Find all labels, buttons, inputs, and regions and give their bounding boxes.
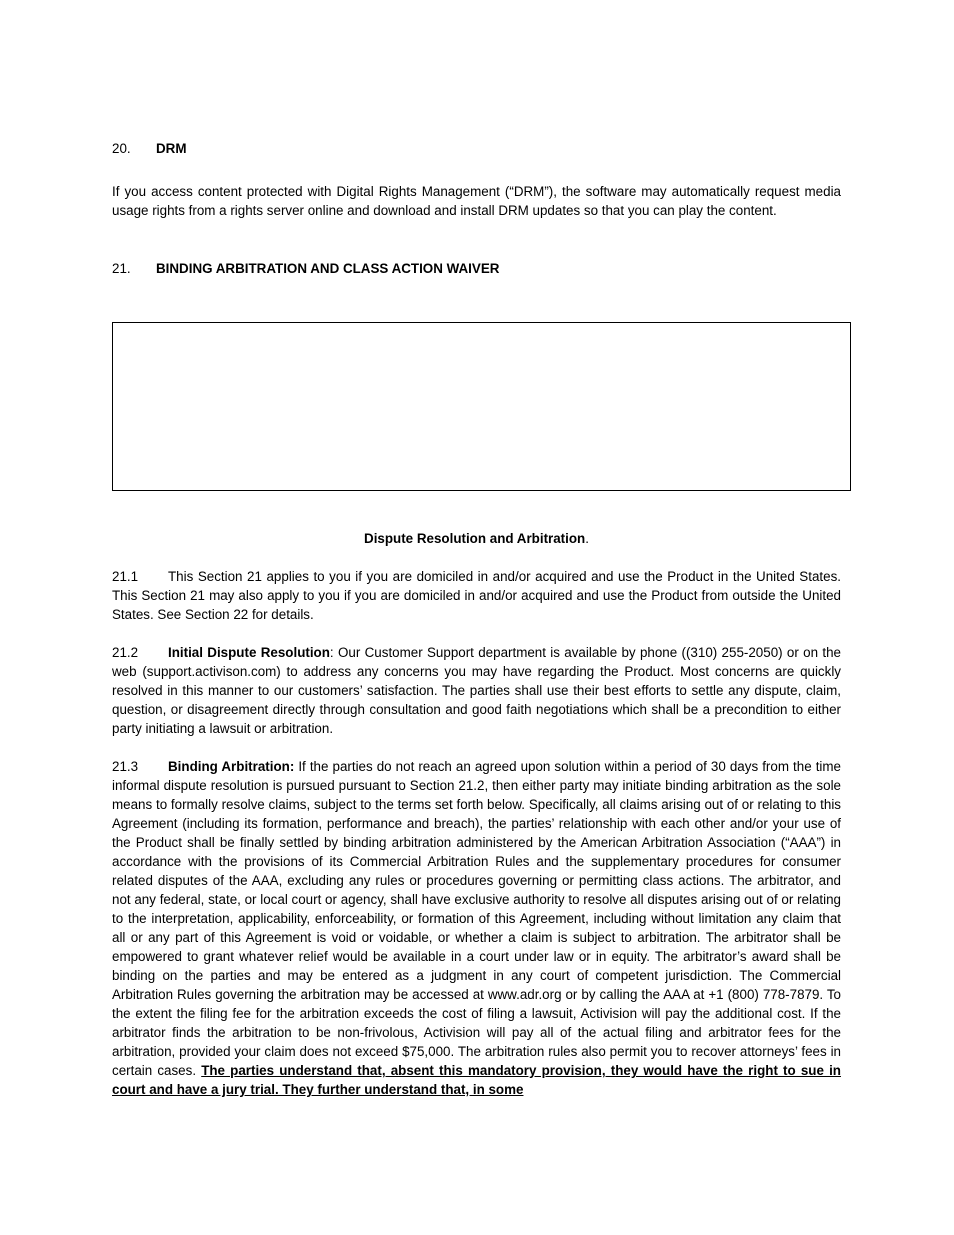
paragraph-text: This Section 21 applies to you if you are domiciled in and/or acquired and use the Product in the United States. This Section 21 may also apply to you if you are domiciled in and/or acquired and use the Product from outside the United States. See Section 22 for details.	[112, 569, 841, 622]
paragraph-text: If the parties do not reach an agreed upon solution within a period of 30 days from the time informal dispute resolution is pursued pursuant to Section 21.2, then either party may initiate binding arbitration as the sole means to formally resolve claims, subject to the terms set forth below. Specifically, all claims arising out of or relating to this Agreement (including its formation, performance and breach), the parties’ relationship with each other and/or your use of the Product shall be finally settled by binding arbitration administered by the American Arbitration Association (“AAA”) in accordance with the provisions of its Commercial Arbitration Rules and the supplementary procedures for consumer related disputes of the AAA, excluding any rules or procedures governing or permitting class actions. The arbitrator, and not any federal, state, or local court or agency, shall have exclusive authority to resolve all disputes arising out of or relating to the interpretation, applicability, enforceability, or formation of this Agreement, including without limitation any claim that all or any part of this Agreement is void or voidable, or whether a claim is subject to arbitration. The arbitrator shall be empowered to grant whatever relief would be available in a court under law or in equity. The arbitrator’s award shall be binding on the parties and may be entered as a judgment in any court of competent jurisdiction. The Commercial Arbitration Rules governing the arbitration may be accessed at www.adr.org or by calling the AAA at +1 (800) 778-7879. To the extent the filing fee for the arbitration exceeds the cost of filing a lawsuit, Activision will pay the additional cost. If the arbitrator finds the arbitration to be non-frivolous, Activision will pay all of the actual filing and arbitrator fees for the arbitration, provided your claim does not exceed $75,000. The arbitration rules also permit you to recover attorneys’ fees in certain cases.	[112, 759, 841, 1078]
paragraph-label: Initial Dispute Resolution	[168, 645, 330, 660]
section-20-heading	[112, 141, 187, 156]
paragraph-number: 21.2	[112, 645, 139, 660]
section-20-body: If you access content protected with Digital Rights Management (“DRM”), the software may automatically request media usage rights from a rights server online and download and install DRM updates so that you can play the content.	[112, 184, 841, 218]
paragraph-number: 21.1	[112, 569, 139, 584]
paragraph-21-1	[112, 567, 841, 624]
dispute-heading-period: .	[585, 531, 589, 546]
paragraph-21-2	[112, 643, 841, 738]
section-number: 20.	[112, 141, 131, 156]
paragraph-21-3	[112, 757, 841, 1099]
paragraph-text: Our Customer Support department is available by phone ((310) 255-2050) or on the web (support.activison.com) to address any concerns you may have regarding the Product. Most concerns are quickly resolved in this manner to our customers’ satisfaction. The parties shall use their best efforts to settle any dispute, claim, question, or disagreement directly through consultation and good faith negotiations which shall be a precondition to either party initiating a lawsuit or arbitration.	[112, 645, 841, 736]
section-title: BINDING ARBITRATION AND CLASS ACTION WAIVER	[156, 261, 500, 276]
paragraph-number: 21.3	[112, 759, 139, 774]
section-number: 21.	[112, 261, 131, 276]
dispute-heading-title: Dispute Resolution and Arbitration	[364, 531, 586, 546]
paragraph-label: Binding Arbitration:	[168, 759, 295, 774]
dispute-resolution-heading	[112, 529, 841, 548]
section-21-heading	[112, 261, 499, 276]
section-title: DRM	[156, 141, 187, 156]
paragraph-separator: :	[329, 645, 338, 660]
empty-bordered-box	[112, 322, 851, 491]
emphasis-text: The parties understand that, absent this mandatory provision, they would have the right to sue in court and have a jury trial. They further understand that, in some	[112, 1063, 841, 1097]
